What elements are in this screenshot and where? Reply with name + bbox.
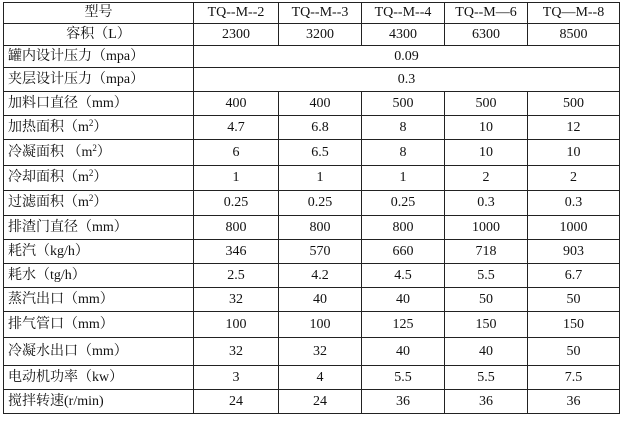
table-row [4,191,620,216]
value-cell: 10 [528,140,620,166]
value-cell: 100 [279,312,362,338]
value-cell: 0.3 [445,191,528,216]
row-label: 电动机功率（kw） [4,366,194,390]
value-cell: 5.5 [445,366,528,390]
table-row [4,366,620,390]
row-label-suffix: ） [93,170,108,185]
value-cell: 400 [279,92,362,116]
value-cell: 400 [194,92,279,116]
value-cell: 718 [445,240,528,264]
value-cell: 1 [194,166,279,191]
value-cell: 660 [362,240,445,264]
value-cell: 8 [362,140,445,166]
value-cell: 32 [194,338,279,366]
value-cell: 36 [445,390,528,414]
row-label [4,191,194,216]
value-cell: 150 [528,312,620,338]
table-row [4,92,620,116]
row-label: 罐内设计压力（mpa） [4,46,194,68]
value-cell: 6300 [445,24,528,46]
spec-table-container [3,2,620,414]
table-row [4,264,620,288]
value-cell: 36 [528,390,620,414]
value-cell-merged: 0.3 [194,68,620,92]
value-cell: 4 [279,366,362,390]
superscript: 2 [88,193,94,203]
value-cell: 8 [362,116,445,140]
value-cell: 36 [362,390,445,414]
row-label-text: 冷凝面积 （m [8,144,93,160]
table-row [4,312,620,338]
row-label [4,166,194,191]
value-cell: 800 [279,216,362,240]
value-cell: 4.2 [279,264,362,288]
value-cell: 3200 [279,24,362,46]
table-row [4,24,620,46]
table-row [4,240,620,264]
model-cell: TQ--M--4 [362,3,445,24]
value-cell: 32 [194,288,279,312]
value-cell: 500 [445,92,528,116]
value-cell: 40 [362,338,445,366]
value-cell: 1000 [445,216,528,240]
value-cell: 125 [362,312,445,338]
spec-table [3,2,620,414]
value-cell: 800 [362,216,445,240]
value-cell: 1000 [528,216,620,240]
superscript: 2 [88,168,94,178]
value-cell: 150 [445,312,528,338]
row-label: 容积（L） [4,24,194,46]
value-cell: 500 [528,92,620,116]
value-cell: 2 [528,166,620,191]
value-cell: 4.7 [194,116,279,140]
value-cell: 346 [194,240,279,264]
model-cell: TQ--M—6 [445,3,528,24]
table-row [4,216,620,240]
value-cell: 50 [528,338,620,366]
value-cell: 10 [445,116,528,140]
header-label: 型号 [4,3,194,24]
superscript: 2 [92,142,97,153]
value-cell: 8500 [528,24,620,46]
value-cell: 0.25 [194,191,279,216]
table-row [4,166,620,191]
value-cell: 24 [194,390,279,414]
value-cell: 500 [362,92,445,116]
row-label: 蒸汽出口（mm） [4,288,194,312]
value-cell: 800 [194,216,279,240]
value-cell: 40 [279,288,362,312]
value-cell-merged: 0.09 [194,46,620,68]
value-cell: 0.25 [279,191,362,216]
value-cell: 50 [528,288,620,312]
value-cell: 0.25 [362,191,445,216]
table-row [4,338,620,366]
value-cell: 4300 [362,24,445,46]
value-cell: 12 [528,116,620,140]
row-label-text: 加热面积（m [8,119,89,135]
value-cell: 2300 [194,24,279,46]
table-row [4,390,620,414]
value-cell: 6.7 [528,264,620,288]
row-label: 排渣门直径（mm） [4,216,194,240]
row-label: 冷凝水出口（mm） [4,338,194,366]
value-cell: 50 [445,288,528,312]
row-label: 加料口直径（mm） [4,92,194,116]
value-cell: 5.5 [445,264,528,288]
row-label: 夹层设计压力（mpa） [4,68,194,92]
table-row [4,46,620,68]
value-cell: 1 [362,166,445,191]
value-cell: 0.3 [528,191,620,216]
row-label-suffix: ） [96,144,111,160]
value-cell: 2.5 [194,264,279,288]
row-label: 耗汽（kg/h） [4,240,194,264]
row-label-suffix: ） [93,195,108,210]
value-cell: 32 [279,338,362,366]
value-cell: 5.5 [362,366,445,390]
value-cell: 6 [194,140,279,166]
value-cell: 40 [362,288,445,312]
value-cell: 570 [279,240,362,264]
row-label-text: 冷却面积（m [8,170,89,185]
value-cell: 3 [194,366,279,390]
row-label: 排气管口（mm） [4,312,194,338]
value-cell: 100 [194,312,279,338]
table-header-row [4,3,620,24]
value-cell: 1 [279,166,362,191]
table-row [4,140,620,166]
table-row [4,116,620,140]
value-cell: 24 [279,390,362,414]
model-cell: TQ--M--3 [279,3,362,24]
value-cell: 903 [528,240,620,264]
row-label-suffix: ） [93,119,108,135]
value-cell: 7.5 [528,366,620,390]
superscript: 2 [88,117,94,128]
model-cell: TQ--M--2 [194,3,279,24]
table-row [4,68,620,92]
value-cell: 40 [445,338,528,366]
model-cell: TQ—M--8 [528,3,620,24]
value-cell: 6.5 [279,140,362,166]
value-cell: 4.5 [362,264,445,288]
table-row [4,288,620,312]
value-cell: 10 [445,140,528,166]
row-label [4,116,194,140]
row-label: 耗水（tg/h） [4,264,194,288]
row-label-text: 过滤面积（m [8,195,89,210]
row-label [4,140,194,166]
value-cell: 6.8 [279,116,362,140]
row-label: 搅拌转速(r/min) [4,390,194,414]
value-cell: 2 [445,166,528,191]
